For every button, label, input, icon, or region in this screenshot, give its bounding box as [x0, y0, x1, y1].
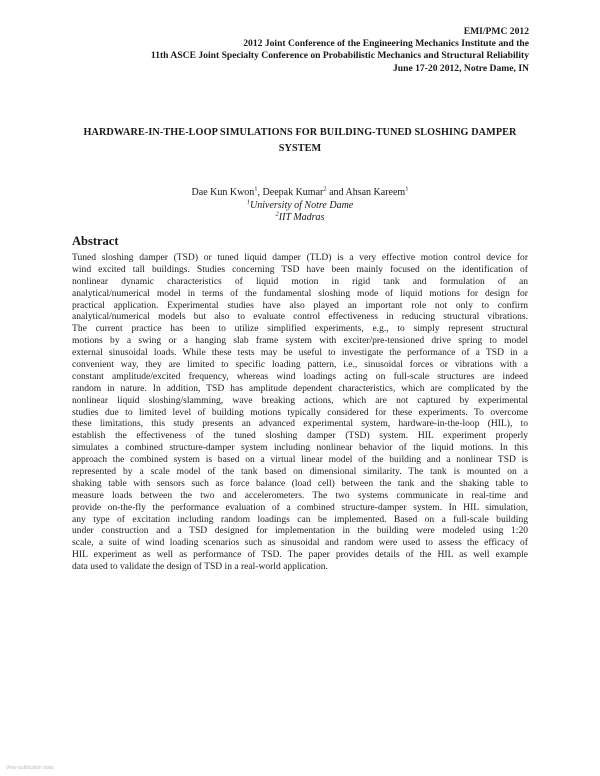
- abstract-line: external sinusoidal loads. While these tests may be useful to investigate the performance of a TSD in a: [72, 347, 528, 359]
- abstract-line: motions by a swing or a hanging slab frame system with exciter/pre-tensioned drive spring to model: [72, 335, 528, 347]
- abstract-heading: Abstract: [72, 234, 119, 248]
- paper-title-line-2: SYSTEM: [278, 143, 322, 154]
- view-publication-stats-link[interactable]: View publication stats: [6, 765, 54, 771]
- author-name: Ahsan Kareem: [345, 187, 406, 198]
- affiliation-mark: 1: [246, 198, 250, 206]
- author-list: [60, 187, 540, 200]
- abstract-line: analytical/numerical model in terms of the fundamental sloshing mode of liquid motions for design for: [72, 287, 528, 299]
- author-separator: and: [326, 187, 346, 198]
- affiliation: [60, 212, 540, 225]
- authors-block: [60, 187, 540, 225]
- paper-title-line-1: HARDWARE-IN-THE-LOOP SIMULATIONS FOR BUILDING-TUNED SLOSHING DAMPER: [83, 127, 517, 138]
- author-name: Deepak Kumar: [262, 187, 324, 198]
- abstract-line: under construction and a TSD designed for implementation in the building were modeled using 1:20: [72, 525, 528, 537]
- abstract-line: nonlinear dynamic characteristics of liquid motion in rigid tank and formulation of an: [72, 275, 528, 287]
- abstract-line: provide on-the-fly the performance evaluation of a combined structure-damper system. In HIL simulation,: [72, 501, 528, 513]
- abstract-line: approach the combined system is based on a virtual linear model of the building and a nonlinear TSD is: [72, 454, 528, 466]
- abstract-line: any type of excitation including random loadings can be implemented. Based on a full-scale building: [72, 513, 528, 525]
- abstract-line: studies due to limited level of building motions typically considered for these experiments. To overcome: [72, 406, 528, 418]
- abstract-line: data used to validate the design of TSD in a real-world application.: [72, 561, 328, 573]
- abstract-line: wind excited tall buildings. Studies concerning TSD have been mainly focused on the identification of: [72, 263, 528, 275]
- author-affiliation-mark: 1: [405, 185, 409, 193]
- conference-date-location: June 17-20 2012, Notre Dame, IN: [393, 62, 529, 74]
- abstract-body: [72, 252, 528, 573]
- abstract-line: nonlinear liquid sloshing/slamming, wave breaking actions, which are not captured by experimental: [72, 394, 528, 406]
- abstract-line: shaking table with sensors such as force balance (load cell) between the tank and the shaking table to: [72, 477, 528, 489]
- affiliation-mark: 2: [275, 210, 279, 218]
- abstract-line: HIL experiment as well as performance of TSD. The paper provides details of the HIL as well example: [72, 549, 528, 561]
- author-name: Dae Kun Kwon: [191, 187, 255, 198]
- author-separator: ,: [257, 187, 263, 198]
- conference-specialty-line: 11th ASCE Joint Specialty Conference on Probabilistic Mechanics and Structural Reliability: [150, 50, 529, 62]
- affiliation: [60, 200, 540, 213]
- abstract-line: establish the effectiveness of the tuned sloshing damper (TSD) system. HIL experiment properly: [72, 430, 528, 442]
- author-affiliation-mark: 2: [323, 185, 327, 193]
- conference-header: [151, 26, 529, 75]
- conference-joint-line: 2012 Joint Conference of the Engineering Mechanics Institute and the: [243, 38, 529, 50]
- abstract-line: these limitations, this study presents an advanced experimental system, hardware-in-the-loop (HIL), to: [72, 418, 528, 430]
- abstract-line: represented by a scale model of the tank based on dimensional similarity. The tank is mounted on a: [72, 466, 528, 478]
- author-affiliation-mark: 1: [254, 185, 258, 193]
- abstract-line: Tuned sloshing damper (TSD) or tuned liquid damper (TLD) is a very effective motion control device for: [72, 252, 528, 263]
- affiliation-name: IIT Madras: [278, 212, 325, 223]
- abstract-line: measure loads between the two and accelerometers. The two systems communicate in real-time and: [72, 489, 528, 501]
- affiliation-name: University of Notre Dame: [250, 199, 354, 211]
- abstract-line: practical application. Experimental studies have also played an important role not only to confirm: [72, 299, 528, 311]
- abstract-line: random in nature. In addition, TSD has amplitude dependent characteristics, which are complicated by the: [72, 382, 528, 394]
- abstract-line: constant amplitude/excited frequency, whereas wind loadings acting on full-scale structures are indeed: [72, 370, 528, 382]
- conference-name: EMI/PMC 2012: [463, 26, 529, 37]
- abstract-line: convenient way, they are limited to specific loading pattern, i.e., sinusoidal forces or vibrations with a: [72, 359, 528, 371]
- abstract-line: The current practice has been to utilize simplified experiments, e.g., to simply represent structural: [72, 323, 528, 335]
- abstract-line: analytical/numerical models but also to evaluate control effectiveness in reducing structural vibrations.: [72, 311, 528, 323]
- paper-title: [60, 125, 540, 157]
- abstract-line: simulates a combined structure-damper system including nonlinear behavior of the liquid motions. In this: [72, 442, 528, 454]
- abstract-line: scale, a suite of wind loading scenarios such as sinusoidal and random were used to assess the efficacy of: [72, 537, 528, 549]
